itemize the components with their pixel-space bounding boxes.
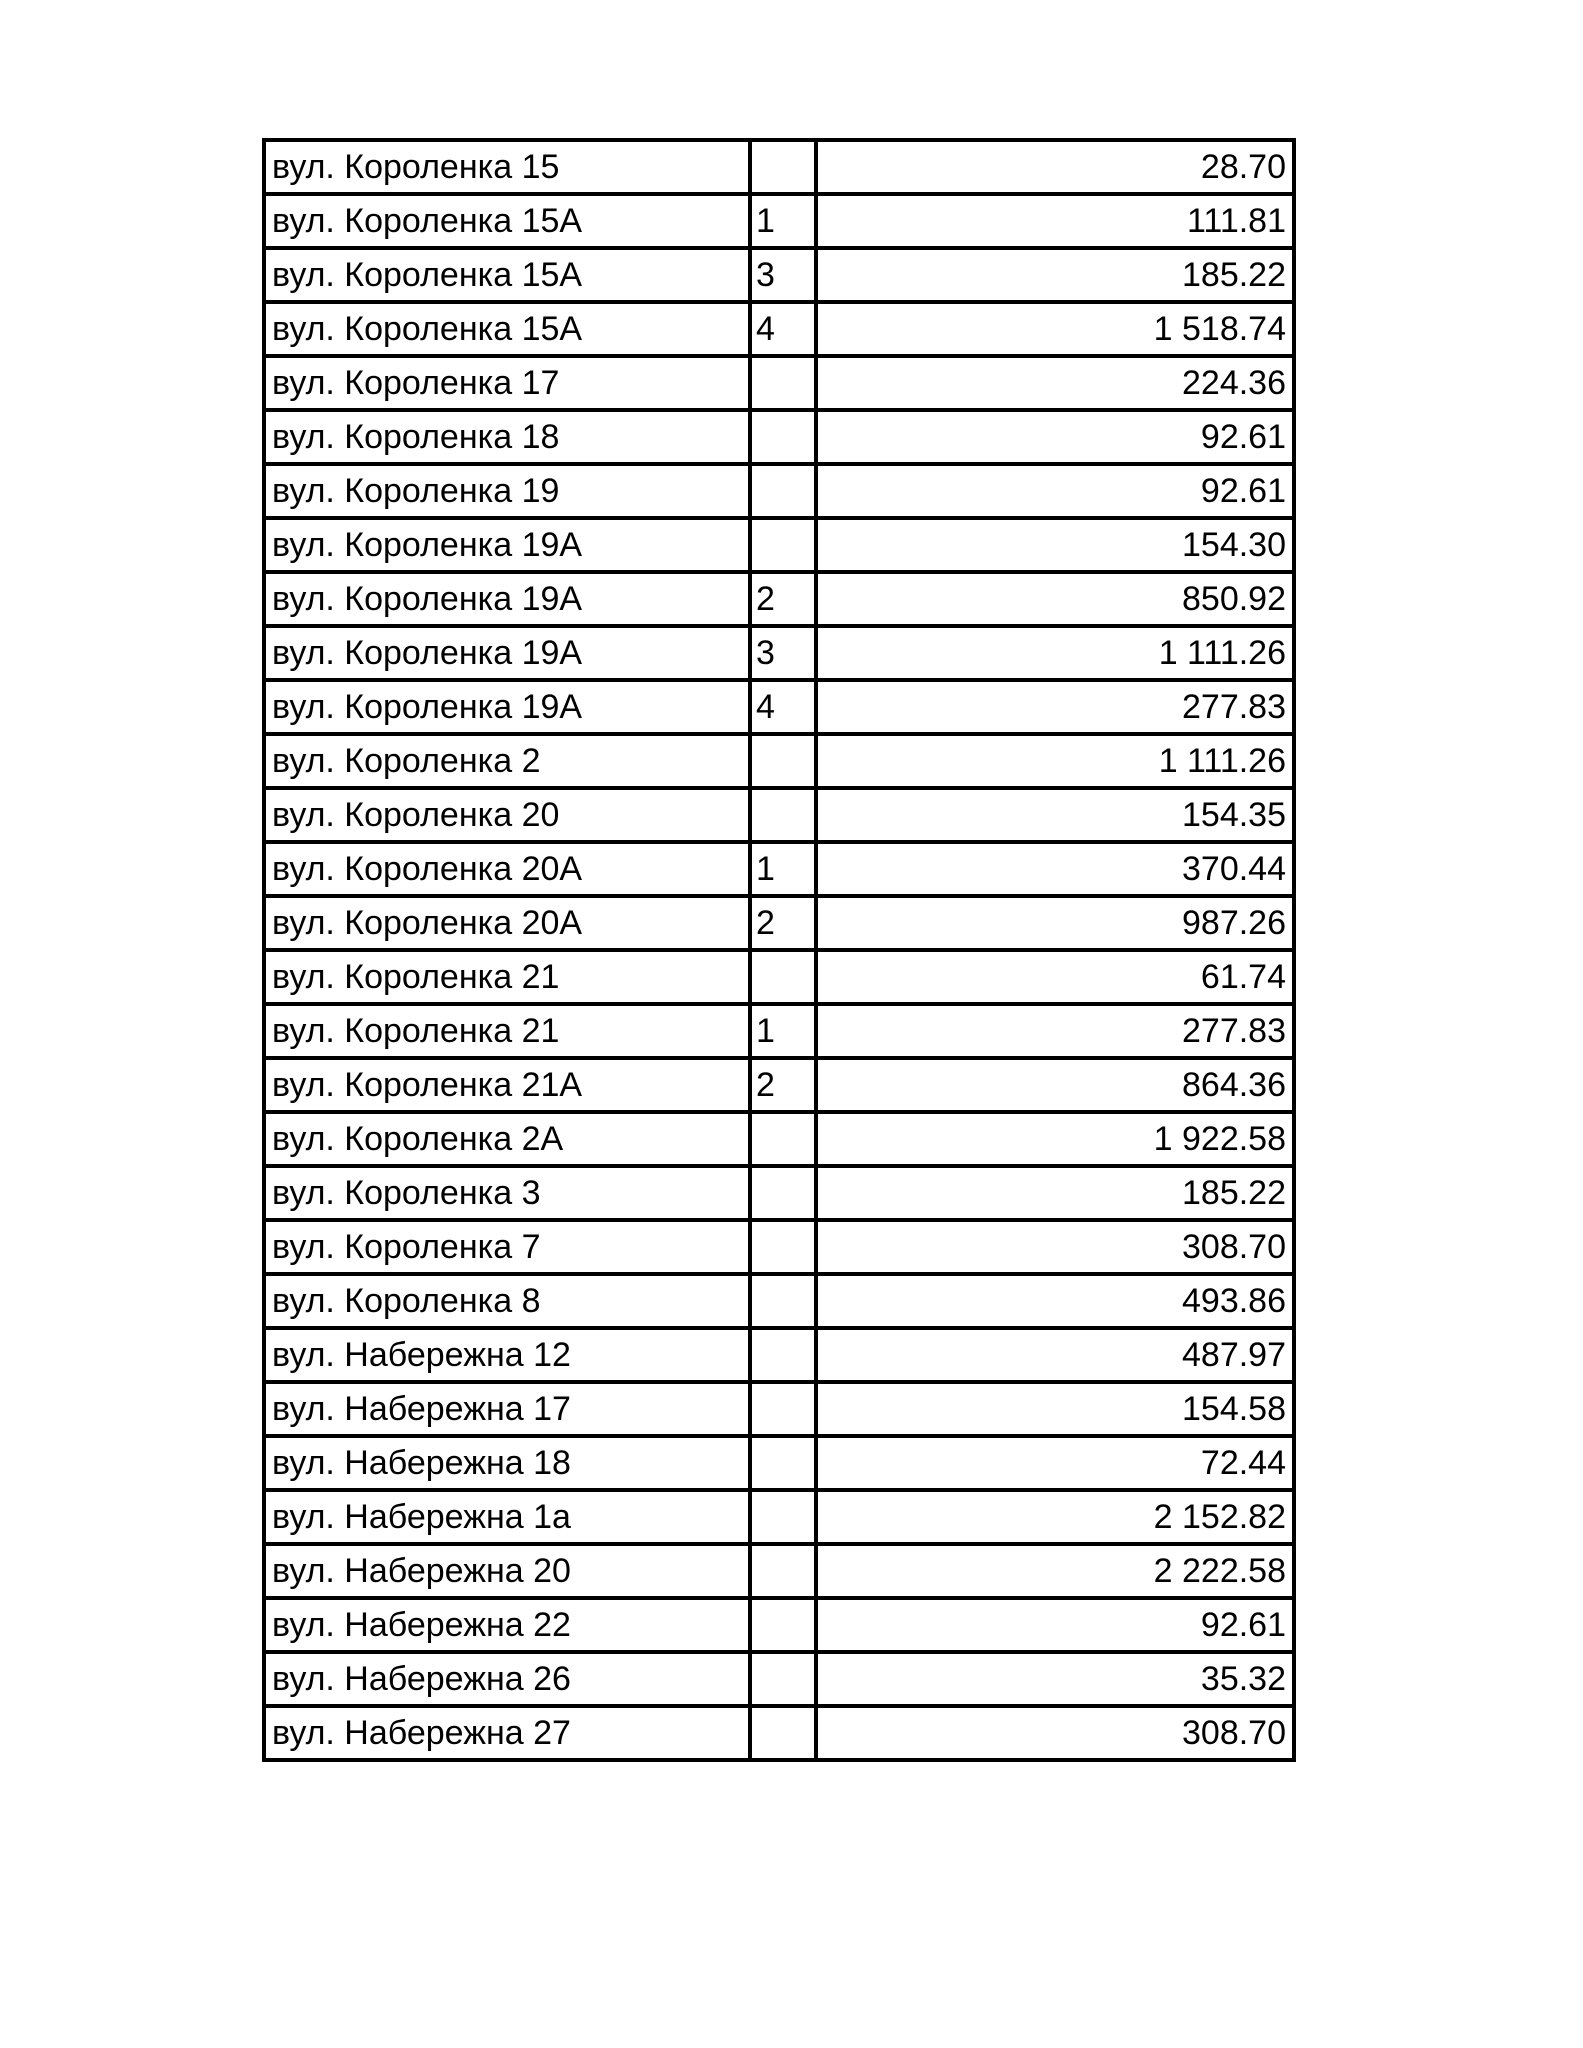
street-cell: вул. Короленка 21А	[264, 1058, 750, 1112]
street-cell: вул. Набережна 1а	[264, 1490, 750, 1544]
value-cell: 1 111.26	[816, 734, 1294, 788]
table-row	[264, 1706, 1294, 1760]
value-cell: 277.83	[816, 680, 1294, 734]
table-row	[264, 788, 1294, 842]
street-cell: вул. Набережна 20	[264, 1544, 750, 1598]
street-cell: вул. Короленка 2А	[264, 1112, 750, 1166]
number-cell: 4	[750, 680, 816, 734]
number-cell: 4	[750, 302, 816, 356]
table-row	[264, 1490, 1294, 1544]
table-row	[264, 572, 1294, 626]
value-cell: 154.30	[816, 518, 1294, 572]
table-row	[264, 410, 1294, 464]
value-cell: 308.70	[816, 1220, 1294, 1274]
value-cell: 28.70	[816, 140, 1294, 194]
table-row	[264, 626, 1294, 680]
value-cell: 2 222.58	[816, 1544, 1294, 1598]
table-row	[264, 518, 1294, 572]
value-cell: 987.26	[816, 896, 1294, 950]
table-row	[264, 1004, 1294, 1058]
table-row	[264, 1598, 1294, 1652]
table-row	[264, 464, 1294, 518]
value-cell: 1 922.58	[816, 1112, 1294, 1166]
table-row	[264, 302, 1294, 356]
number-cell	[750, 1166, 816, 1220]
value-cell: 2 152.82	[816, 1490, 1294, 1544]
number-cell	[750, 1490, 816, 1544]
street-cell: вул. Короленка 19А	[264, 518, 750, 572]
table-row	[264, 734, 1294, 788]
table-row	[264, 1112, 1294, 1166]
value-cell: 185.22	[816, 248, 1294, 302]
street-cell: вул. Короленка 8	[264, 1274, 750, 1328]
number-cell	[750, 518, 816, 572]
value-cell: 493.86	[816, 1274, 1294, 1328]
number-cell	[750, 1382, 816, 1436]
number-cell	[750, 1220, 816, 1274]
number-cell: 1	[750, 194, 816, 248]
street-cell: вул. Короленка 15А	[264, 194, 750, 248]
value-cell: 61.74	[816, 950, 1294, 1004]
street-cell: вул. Короленка 19А	[264, 680, 750, 734]
value-cell: 308.70	[816, 1706, 1294, 1760]
table-row	[264, 950, 1294, 1004]
street-cell: вул. Короленка 19А	[264, 572, 750, 626]
table-row	[264, 1220, 1294, 1274]
street-cell: вул. Короленка 20А	[264, 842, 750, 896]
table-row	[264, 140, 1294, 194]
number-cell	[750, 1328, 816, 1382]
street-cell: вул. Короленка 7	[264, 1220, 750, 1274]
street-cell: вул. Набережна 17	[264, 1382, 750, 1436]
value-cell: 185.22	[816, 1166, 1294, 1220]
number-cell	[750, 788, 816, 842]
number-cell	[750, 1598, 816, 1652]
table-row	[264, 1652, 1294, 1706]
table-row	[264, 1328, 1294, 1382]
number-cell: 1	[750, 1004, 816, 1058]
value-cell: 35.32	[816, 1652, 1294, 1706]
number-cell	[750, 356, 816, 410]
table-row	[264, 680, 1294, 734]
street-cell: вул. Короленка 19А	[264, 626, 750, 680]
value-cell: 224.36	[816, 356, 1294, 410]
value-cell: 850.92	[816, 572, 1294, 626]
table-row	[264, 1166, 1294, 1220]
number-cell	[750, 734, 816, 788]
number-cell	[750, 1652, 816, 1706]
street-cell: вул. Короленка 15	[264, 140, 750, 194]
street-cell: вул. Короленка 3	[264, 1166, 750, 1220]
number-cell: 2	[750, 896, 816, 950]
street-cell: вул. Короленка 2	[264, 734, 750, 788]
table-row	[264, 1544, 1294, 1598]
table-row	[264, 356, 1294, 410]
number-cell	[750, 140, 816, 194]
value-cell: 92.61	[816, 464, 1294, 518]
number-cell	[750, 1274, 816, 1328]
number-cell: 3	[750, 248, 816, 302]
table-row	[264, 248, 1294, 302]
street-cell: вул. Короленка 15А	[264, 302, 750, 356]
value-cell: 154.35	[816, 788, 1294, 842]
table-row	[264, 1382, 1294, 1436]
street-cell: вул. Короленка 20А	[264, 896, 750, 950]
table-row	[264, 842, 1294, 896]
table-row	[264, 896, 1294, 950]
table-row	[264, 1274, 1294, 1328]
number-cell	[750, 1112, 816, 1166]
street-cell: вул. Короленка 21	[264, 1004, 750, 1058]
street-cell: вул. Набережна 18	[264, 1436, 750, 1490]
number-cell: 2	[750, 1058, 816, 1112]
street-cell: вул. Короленка 15А	[264, 248, 750, 302]
street-cell: вул. Короленка 20	[264, 788, 750, 842]
value-cell: 370.44	[816, 842, 1294, 896]
number-cell	[750, 410, 816, 464]
street-cell: вул. Набережна 22	[264, 1598, 750, 1652]
number-cell: 2	[750, 572, 816, 626]
value-cell: 92.61	[816, 1598, 1294, 1652]
value-cell: 1 518.74	[816, 302, 1294, 356]
number-cell	[750, 1544, 816, 1598]
street-cell: вул. Короленка 17	[264, 356, 750, 410]
number-cell	[750, 1706, 816, 1760]
address-table	[262, 138, 1296, 1762]
value-cell: 154.58	[816, 1382, 1294, 1436]
number-cell: 1	[750, 842, 816, 896]
street-cell: вул. Короленка 19	[264, 464, 750, 518]
table-row	[264, 1436, 1294, 1490]
value-cell: 92.61	[816, 410, 1294, 464]
number-cell	[750, 464, 816, 518]
street-cell: вул. Набережна 12	[264, 1328, 750, 1382]
table-row	[264, 194, 1294, 248]
value-cell: 487.97	[816, 1328, 1294, 1382]
street-cell: вул. Набережна 27	[264, 1706, 750, 1760]
value-cell: 277.83	[816, 1004, 1294, 1058]
table-row	[264, 1058, 1294, 1112]
street-cell: вул. Набережна 26	[264, 1652, 750, 1706]
number-cell	[750, 1436, 816, 1490]
value-cell: 72.44	[816, 1436, 1294, 1490]
street-cell: вул. Короленка 21	[264, 950, 750, 1004]
value-cell: 1 111.26	[816, 626, 1294, 680]
street-cell: вул. Короленка 18	[264, 410, 750, 464]
number-cell	[750, 950, 816, 1004]
value-cell: 111.81	[816, 194, 1294, 248]
value-cell: 864.36	[816, 1058, 1294, 1112]
number-cell: 3	[750, 626, 816, 680]
